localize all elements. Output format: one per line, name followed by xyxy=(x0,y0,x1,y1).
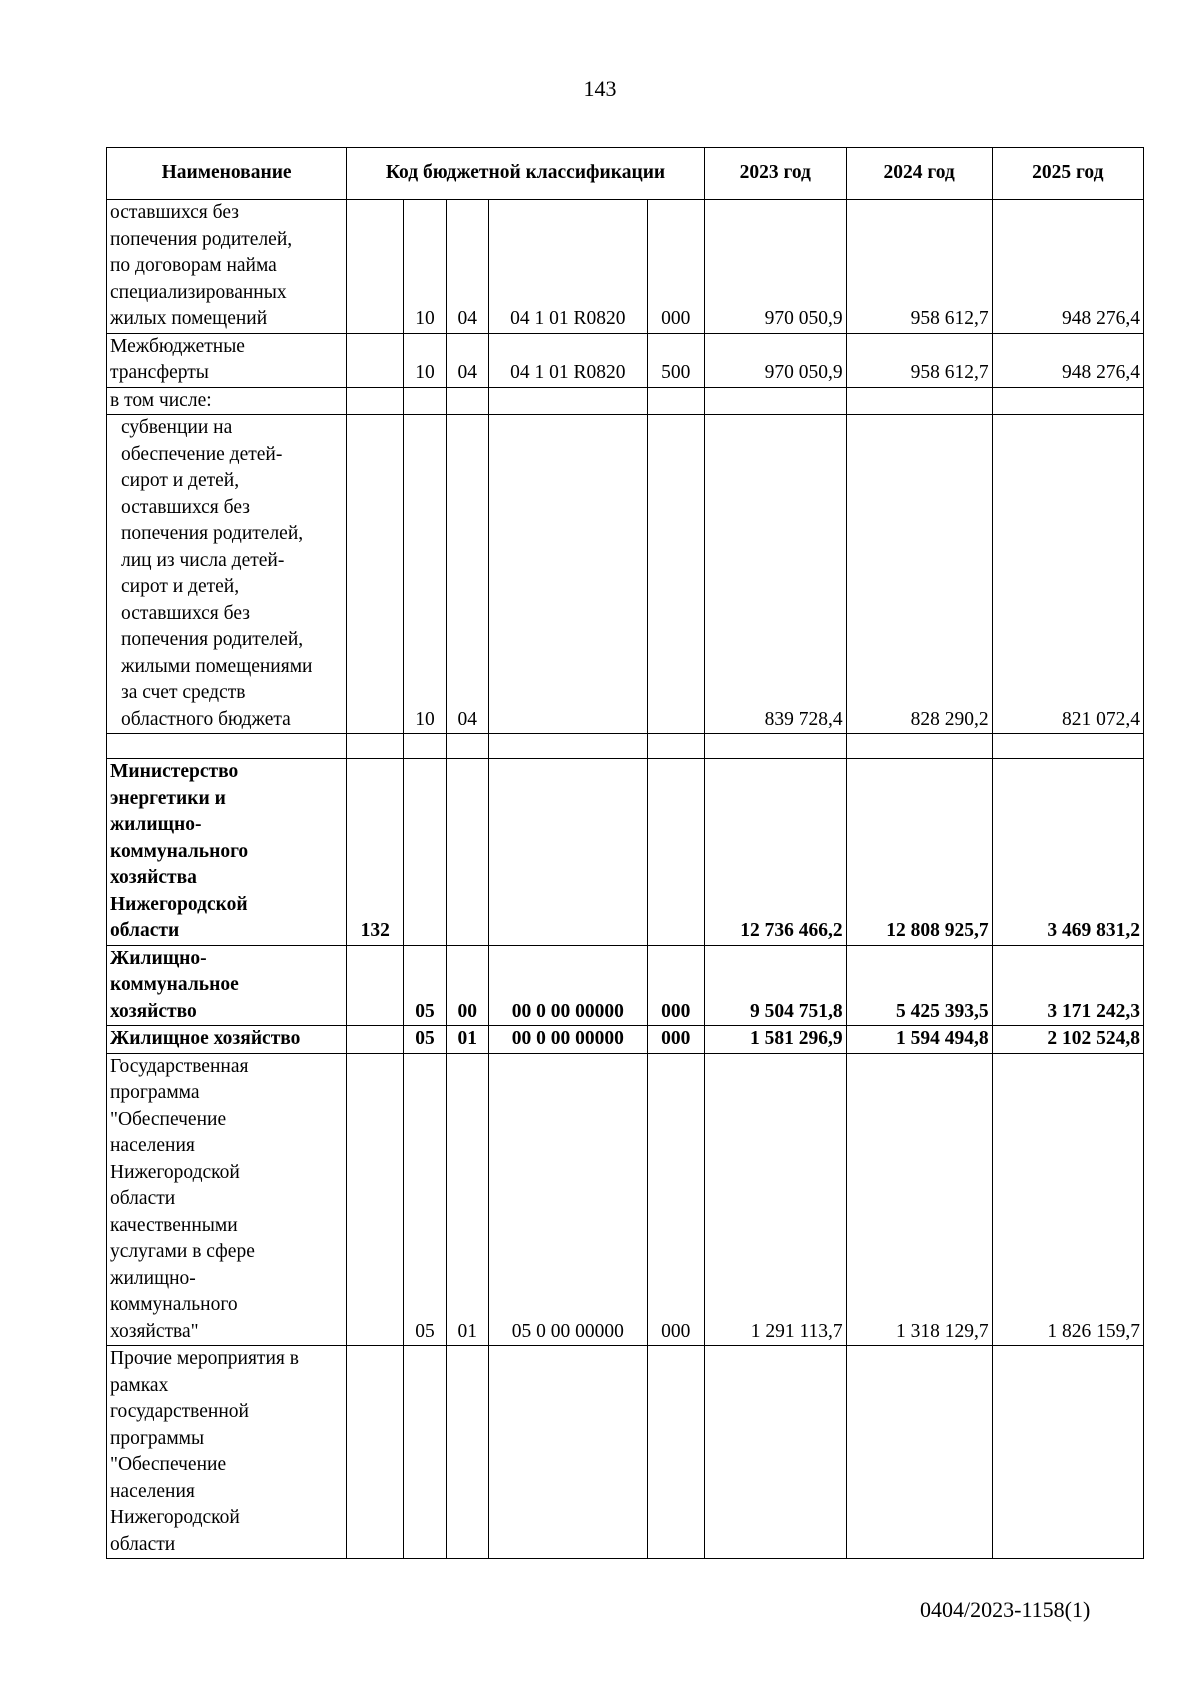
code-subsection: 00 xyxy=(446,945,488,1026)
value-2023: 1 291 113,7 xyxy=(704,1053,846,1346)
value-2025: 948 276,4 xyxy=(992,333,1143,387)
value-2023: 9 504 751,8 xyxy=(704,945,846,1026)
row-name: Министерство энергетики и жилищно- коммунального хозяйства Нижегородской области xyxy=(107,759,347,946)
value-2023: 12 736 466,2 xyxy=(704,759,846,946)
code-subsection: 01 xyxy=(446,1053,488,1346)
code-section: 10 xyxy=(404,200,446,334)
value-2025: 821 072,4 xyxy=(992,415,1143,734)
value-2023 xyxy=(704,1346,846,1559)
code-expense-type: 000 xyxy=(647,1026,704,1054)
value-2024: 958 612,7 xyxy=(846,200,992,334)
code-section: 05 xyxy=(404,1026,446,1054)
value-2024 xyxy=(846,734,992,759)
table-row xyxy=(107,387,1144,415)
value-2024: 1 594 494,8 xyxy=(846,1026,992,1054)
value-2025 xyxy=(992,734,1143,759)
value-2024: 958 612,7 xyxy=(846,333,992,387)
code-expense-type xyxy=(647,759,704,946)
row-name: в том числе: xyxy=(107,387,347,415)
code-ministry xyxy=(347,945,404,1026)
code-subsection: 01 xyxy=(446,1026,488,1054)
code-ministry xyxy=(347,1053,404,1346)
code-target: 04 1 01 R0820 xyxy=(488,333,647,387)
table-row xyxy=(107,759,1144,946)
code-subsection xyxy=(446,759,488,946)
code-subsection: 04 xyxy=(446,200,488,334)
code-expense-type: 000 xyxy=(647,200,704,334)
row-name: Прочие мероприятия в рамках государственной программы "Обеспечение населения Нижегородской области xyxy=(107,1346,347,1559)
row-name: Государственная программа "Обеспечение населения Нижегородской области качественными услугами в сфере жилищно- коммунального хозяйства" xyxy=(107,1053,347,1346)
code-expense-type xyxy=(647,1346,704,1559)
value-2023: 970 050,9 xyxy=(704,333,846,387)
code-section: 05 xyxy=(404,945,446,1026)
value-2023: 970 050,9 xyxy=(704,200,846,334)
row-name: субвенции на обеспечение детей- сирот и детей, оставшихся без попечения родителей, лиц из числа детей- сирот и детей, оставшихся без попечения родителей, жилыми помещениями за счет средств областного бюджета xyxy=(107,415,347,734)
value-2023: 1 581 296,9 xyxy=(704,1026,846,1054)
code-target xyxy=(488,734,647,759)
code-target xyxy=(488,759,647,946)
code-expense-type: 000 xyxy=(647,1053,704,1346)
code-section: 10 xyxy=(404,333,446,387)
value-2024 xyxy=(846,1346,992,1559)
code-expense-type xyxy=(647,415,704,734)
row-name: Жилищное хозяйство xyxy=(107,1026,347,1054)
value-2025: 3 171 242,3 xyxy=(992,945,1143,1026)
table-row xyxy=(107,1026,1144,1054)
code-ministry xyxy=(347,1346,404,1559)
budget-table xyxy=(106,147,1144,1559)
code-target: 00 0 00 00000 xyxy=(488,1026,647,1054)
code-target xyxy=(488,1346,647,1559)
row-name: Жилищно- коммунальное хозяйство xyxy=(107,945,347,1026)
table-row xyxy=(107,1053,1144,1346)
code-expense-type xyxy=(647,734,704,759)
code-ministry xyxy=(347,387,404,415)
value-2025: 948 276,4 xyxy=(992,200,1143,334)
code-subsection xyxy=(446,1346,488,1559)
header-2025: 2025 год xyxy=(992,148,1143,200)
value-2023 xyxy=(704,387,846,415)
code-section xyxy=(404,759,446,946)
header-code: Код бюджетной классификации xyxy=(347,148,705,200)
code-ministry xyxy=(347,333,404,387)
value-2024: 5 425 393,5 xyxy=(846,945,992,1026)
code-target: 05 0 00 00000 xyxy=(488,1053,647,1346)
header-2023: 2023 год xyxy=(704,148,846,200)
code-target: 00 0 00 00000 xyxy=(488,945,647,1026)
table-row xyxy=(107,1346,1144,1559)
header-name: Наименование xyxy=(107,148,347,200)
code-subsection: 04 xyxy=(446,415,488,734)
code-ministry xyxy=(347,415,404,734)
code-section xyxy=(404,387,446,415)
table-row xyxy=(107,200,1144,334)
code-ministry xyxy=(347,1026,404,1054)
code-target xyxy=(488,415,647,734)
code-subsection xyxy=(446,734,488,759)
code-target: 04 1 01 R0820 xyxy=(488,200,647,334)
code-section xyxy=(404,1346,446,1559)
value-2024: 828 290,2 xyxy=(846,415,992,734)
code-subsection xyxy=(446,387,488,415)
table-header-row xyxy=(107,148,1144,200)
value-2025: 3 469 831,2 xyxy=(992,759,1143,946)
code-expense-type xyxy=(647,387,704,415)
code-expense-type: 000 xyxy=(647,945,704,1026)
table-row xyxy=(107,415,1144,734)
value-2023 xyxy=(704,734,846,759)
value-2025: 1 826 159,7 xyxy=(992,1053,1143,1346)
code-ministry xyxy=(347,734,404,759)
code-ministry xyxy=(347,200,404,334)
value-2025 xyxy=(992,387,1143,415)
row-name xyxy=(107,734,347,759)
document-code: 0404/2023-1158(1) xyxy=(920,1597,1091,1622)
code-section: 10 xyxy=(404,415,446,734)
code-section xyxy=(404,734,446,759)
value-2024: 1 318 129,7 xyxy=(846,1053,992,1346)
header-2024: 2024 год xyxy=(846,148,992,200)
value-2025: 2 102 524,8 xyxy=(992,1026,1143,1054)
code-expense-type: 500 xyxy=(647,333,704,387)
code-ministry: 132 xyxy=(347,759,404,946)
row-name: Межбюджетные трансферты xyxy=(107,333,347,387)
value-2024 xyxy=(846,387,992,415)
row-name: оставшихся без попечения родителей, по договорам найма специализированных жилых помещений xyxy=(107,200,347,334)
page-number: 143 xyxy=(583,76,617,101)
code-target xyxy=(488,387,647,415)
value-2025 xyxy=(992,1346,1143,1559)
value-2024: 12 808 925,7 xyxy=(846,759,992,946)
code-subsection: 04 xyxy=(446,333,488,387)
table-row xyxy=(107,945,1144,1026)
code-section: 05 xyxy=(404,1053,446,1346)
table-row xyxy=(107,333,1144,387)
value-2023: 839 728,4 xyxy=(704,415,846,734)
table-row xyxy=(107,734,1144,759)
